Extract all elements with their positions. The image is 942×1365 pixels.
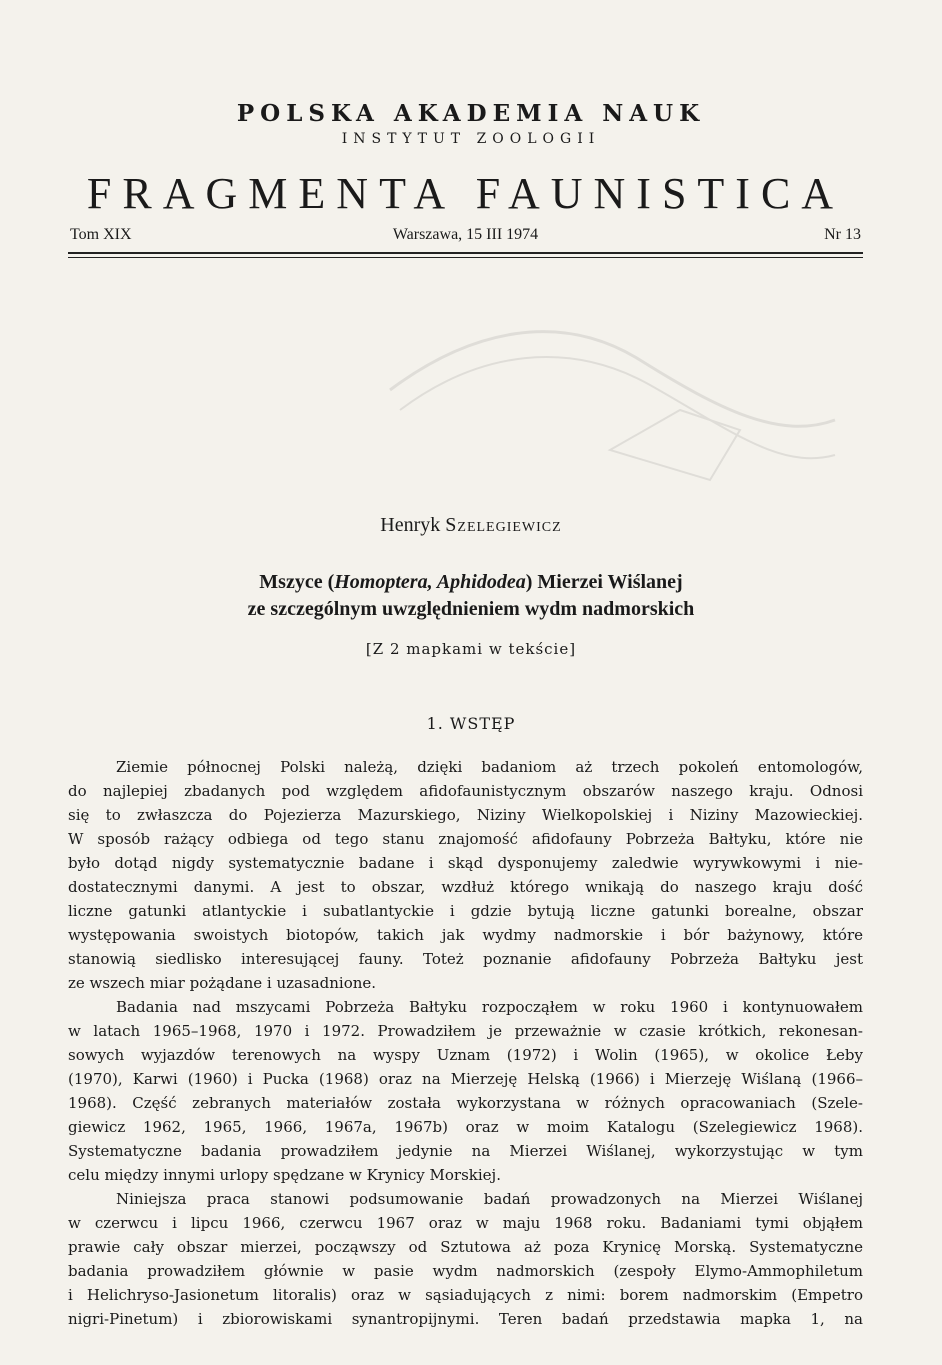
header-rule-thick — [68, 252, 863, 254]
body-line: Systematyczne badania prowadziłem jedynie na Mierzei Wiślanej, wykorzystując w tym — [68, 1142, 863, 1160]
body-line: 1968). Część zebranych materiałów została wykorzystana w różnych opracowaniach (Szele- — [68, 1094, 863, 1112]
body-line: się to zwłaszcza do Pojezierza Mazurskiego, Niziny Wielkopolskiej i Niziny Mazowieckiej. — [68, 806, 863, 824]
journal-title: FRAGMENTA FAUNISTICA — [86, 169, 845, 218]
section-heading: 1. WSTĘP — [426, 714, 516, 733]
body-line: giewicz 1962, 1965, 1966, 1967a, 1967b) oraz w moim Katalogu (Szelegiewicz 1968). — [68, 1118, 863, 1136]
body-line: (1970), Karwi (1960) i Pucka (1968) oraz na Mierzeję Helską (1966) i Mierzeję Wiślaną (1966– — [68, 1070, 863, 1088]
body-line: liczne gatunki atlantyckie i subatlantyckie i gdzie bytują liczne gatunki borealne, obszar — [68, 902, 863, 920]
body-line: Badania nad mszycami Pobrzeża Bałtyku rozpocząłem w roku 1960 i kontynuowałem — [116, 998, 863, 1016]
body-line: w czerwcu i lipcu 1966, czerwcu 1967 oraz w maju 1968 roku. Badaniami tymi objąłem — [68, 1214, 863, 1232]
body-line: Niniejsza praca stanowi podsumowanie badań prowadzonych na Mierzei Wiślanej — [116, 1190, 863, 1208]
issue-info — [70, 226, 861, 248]
title-taxon: Homoptera, Aphidodea — [334, 571, 526, 593]
body-line: występowania swoistych biotopów, takich jak wydmy nadmorskie i bór bażynowy, które — [68, 926, 863, 944]
body-line: w latach 1965–1968, 1970 i 1972. Prowadziłem je przeważnie w czasie krótkich, rekonesan- — [68, 1022, 863, 1040]
academy-name: POLSKA AKADEMIA NAUK — [236, 100, 706, 127]
institute-name: INSTYTUT ZOOLOGII — [341, 131, 601, 147]
body-text — [68, 755, 863, 1331]
maps-note: [Z 2 mapkami w tekście] — [365, 640, 577, 658]
body-line: Ziemie północnej Polski należą, dzięki badaniom aż trzech pokoleń entomologów, — [116, 758, 863, 776]
title-line-2: ze szczególnym uwzględnieniem wydm nadmorskich — [247, 598, 695, 620]
author-last-name: Szelegiewicz — [445, 514, 562, 536]
title-part-2: ) Mierzei Wiślanej — [525, 571, 683, 593]
article-title — [0, 569, 942, 623]
title-part-1: Mszyce ( — [259, 571, 335, 593]
body-line: dostatecznymi danymi. A jest to obszar, wzdłuż którego wnikają do naszego kraju dość — [68, 878, 863, 896]
body-line: sowych wyjazdów terenowych na wyspy Uznam (1972) i Wolin (1965), w okolice Łeby — [68, 1046, 863, 1064]
body-line: ze wszech miar pożądane i uzasadnione. — [68, 974, 377, 992]
body-line: do najlepiej zbadanych pod względem afidofaunistycznym obszarów naszego kraju. Odnosi — [68, 782, 863, 800]
body-line: badania prowadziłem głównie w pasie wydm nadmorskich (zespoły Elymo-Ammophiletum — [68, 1262, 863, 1280]
body-line: nigri-Pinetum) i zbiorowiskami synantropijnymi. Teren badań przedstawia mapka 1, na — [68, 1310, 863, 1328]
body-line: stanowią siedlisko interesującej fauny. Toteż poznanie afidofauny Pobrzeża Bałtyku jest — [68, 950, 863, 968]
body-line: prawie cały obszar mierzei, począwszy od Sztutowa aż poza Krynicę Morską. Systematyczne — [68, 1238, 863, 1256]
body-line: W sposób rażący odbiega od tego stanu znajomość afidofauny Pobrzeża Bałtyku, które nie — [68, 830, 863, 848]
author — [0, 514, 942, 537]
header-rule-thin — [68, 257, 863, 258]
author-first-name: Henryk — [380, 514, 441, 536]
issue-number: Nr 13 — [824, 226, 861, 243]
body-line: i Helichryso-Jasionetum litoralis) oraz w sąsiadujących z nimi: borem nadmorskim (Empetro — [68, 1286, 863, 1304]
body-line: celu między innymi urlopy spędzane w Krynicy Morskiej. — [68, 1166, 501, 1184]
issue-date: Warszawa, 15 III 1974 — [392, 226, 539, 243]
volume: Tom XIX — [70, 226, 132, 243]
body-line: było dotąd nigdy systematycznie badane i skąd dysponujemy zaledwie wyrywkowymi i nie- — [68, 854, 863, 872]
